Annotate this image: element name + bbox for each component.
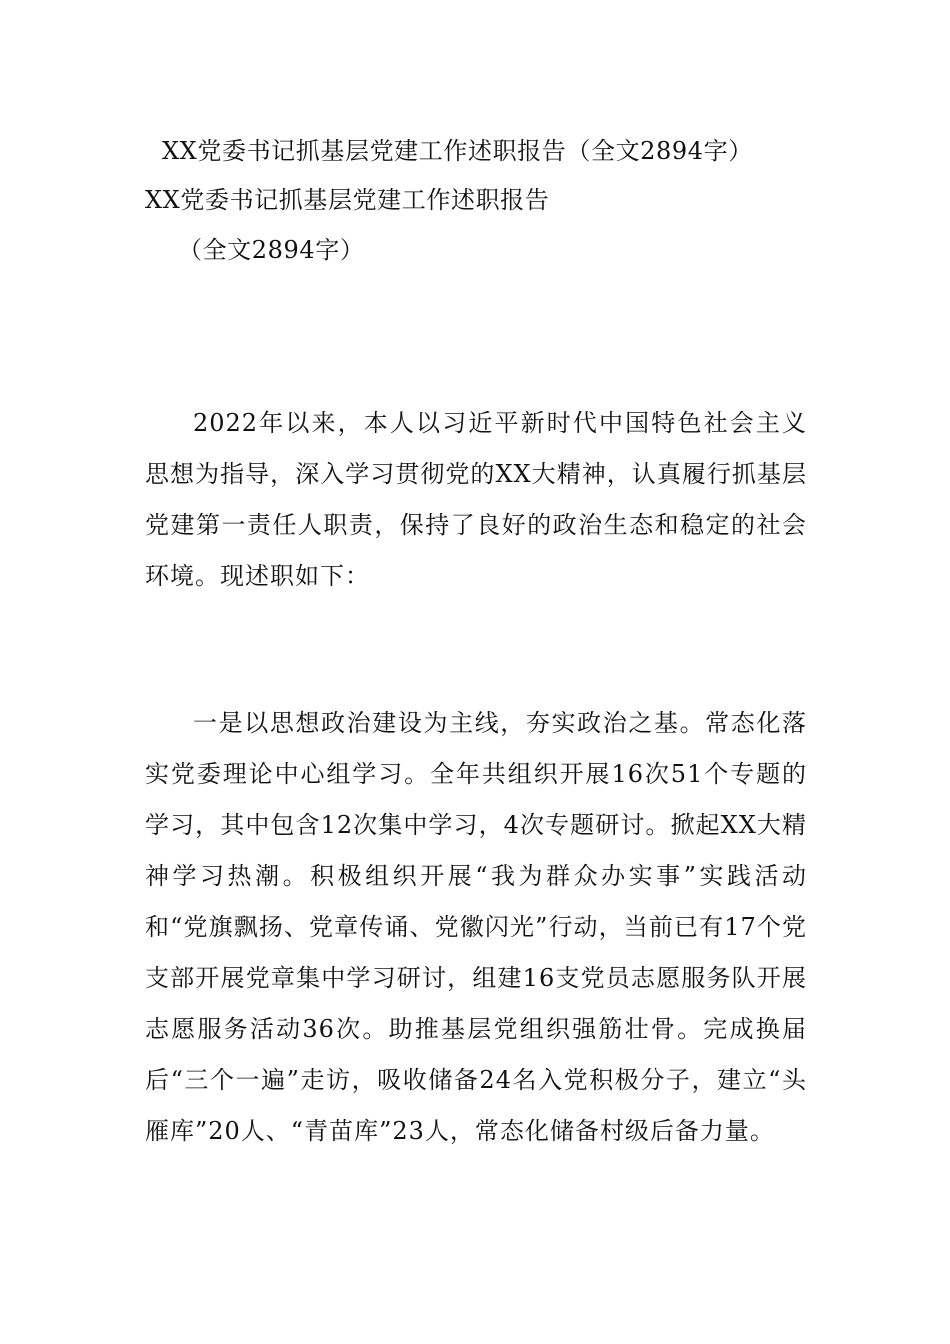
document-heading: XX党委书记抓基层党建工作述职报告（全文2894字） xyxy=(162,137,753,165)
word-count-note: （全文2894字） xyxy=(178,236,365,264)
intro-paragraph: 2022年以来，本人以习近平新时代中国特色社会主义思想为指导，深入学习贯彻党的XX大精神，认真履行抓基层党建第一责任人职责，保持了良好的政治生态和稳定的社会环境。现述职如下： xyxy=(145,409,807,590)
document-title: XX党委书记抓基层党建工作述职报告 xyxy=(145,186,550,214)
section-one-paragraph: 一是以思想政治建设为主线，夯实政治之基。常态化落实党委理论中心组学习。全年共组织开展16次51个专题的学习，其中包含12次集中学习，4次专题研讨。掀起XX大精神学习热潮。积极组织开展“我为群众办实事”实践活动和“党旗飘扬、党章传诵、党徽闪光”行动，当前已有17个党支部开展党章集中学习研讨，组建16支党员志愿服务队开展志愿服务活动36次。助推基层党组织强筋壮骨。完成换届后“三个一遍”走访，吸收储备24名入党积极分子，建立“头雁库”20人、“青苗库”23人，常态化储备村级后备力量。 xyxy=(145,709,807,1145)
